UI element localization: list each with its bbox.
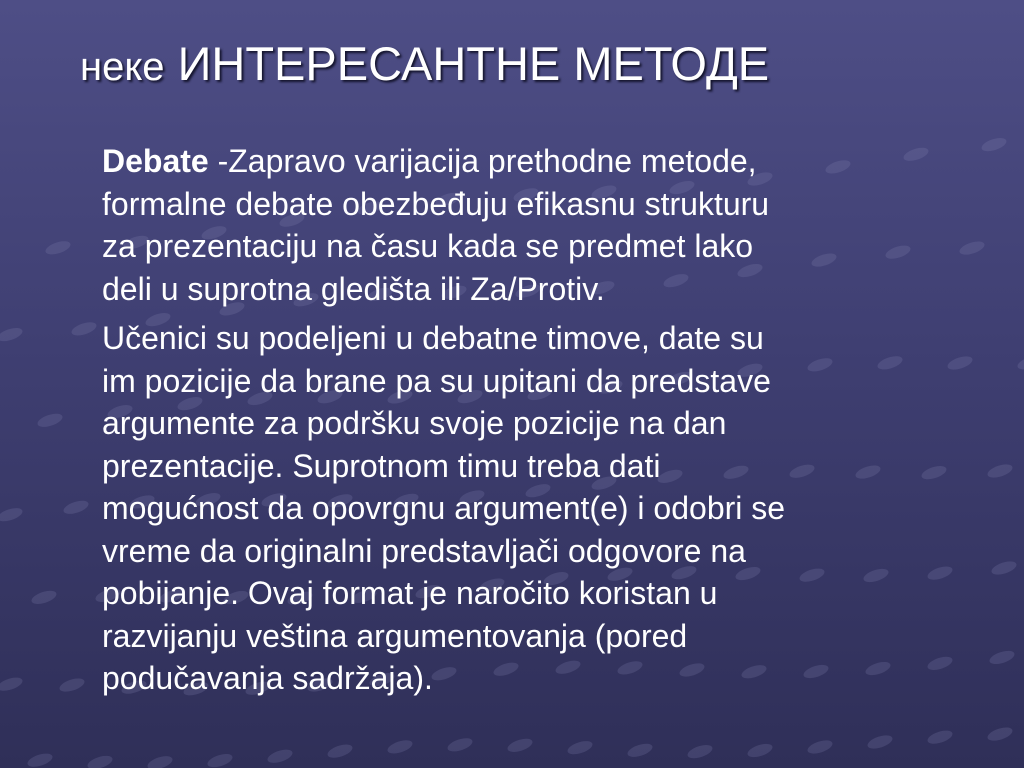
background-dot [62, 498, 90, 516]
background-dot [990, 559, 1018, 577]
slide-title-large: ИНТЕРЕСАНТНЕ МЕТОДЕ [177, 37, 770, 90]
slide-title [80, 34, 769, 97]
background-dot [26, 751, 54, 768]
background-dot [30, 588, 58, 606]
paragraph-line: mogućnost da opovrgnu argument(e) i odobri se [102, 490, 786, 526]
paragraph-debate [102, 140, 982, 310]
background-dot [146, 754, 174, 768]
background-dot [988, 648, 1016, 666]
background-dot [986, 725, 1014, 743]
background-dot [686, 742, 714, 760]
paragraph-line: im pozicije da brane pa su upitani da predstave [102, 362, 771, 399]
background-dot [986, 462, 1014, 480]
background-dot [0, 675, 24, 693]
background-dot [86, 753, 114, 768]
background-dot [326, 742, 354, 760]
slide-body [102, 140, 982, 707]
paragraph-line: argumente za podršku svoje pozicije na dan [102, 405, 727, 441]
background-dot [70, 320, 98, 338]
background-dot [36, 411, 64, 429]
paragraph-line: vreme da originalni predstavljači odgovore na [102, 532, 746, 569]
paragraph-line: razvijanju veština argumentovanja (pored [102, 617, 688, 654]
background-dot [386, 738, 414, 756]
paragraph-line: Učenici su podeljeni u debatne timove, date su [102, 320, 764, 356]
background-dot [44, 239, 72, 257]
paragraph-line: pobijanje. Ovaj format je naročito koristan u [102, 575, 718, 611]
background-dot [566, 738, 594, 756]
background-dot [746, 741, 774, 759]
background-dot [866, 733, 894, 751]
background-dot [980, 135, 1008, 153]
slide-title-small: неке [80, 45, 165, 89]
paragraph-line: za prezentaciju na času kada se predmet lako [102, 228, 754, 264]
background-dot [0, 505, 24, 523]
background-dot [926, 728, 954, 746]
background-dot [446, 736, 474, 754]
background-dot [266, 747, 294, 765]
background-dot [806, 738, 834, 756]
debate-term: Debate [102, 143, 209, 179]
paragraph-line: -Zapravo varijacija prethodne metode, [208, 143, 757, 179]
background-dot [0, 325, 24, 343]
paragraph-line: formalne debate obezbeđuju efikasnu strukturu [102, 185, 770, 222]
paragraph-line: prezentacije. Suprotnom timu treba dati [102, 447, 661, 484]
background-dot [506, 736, 534, 754]
paragraph-line: podučavanja sadržaja). [102, 660, 433, 696]
background-dot [58, 676, 86, 694]
background-dot [626, 741, 654, 759]
background-dot [1016, 354, 1024, 372]
paragraph-line: deli u suprotna gledišta ili Za/Protiv. [102, 270, 605, 307]
background-dot [206, 751, 234, 768]
paragraph-students [102, 317, 982, 700]
